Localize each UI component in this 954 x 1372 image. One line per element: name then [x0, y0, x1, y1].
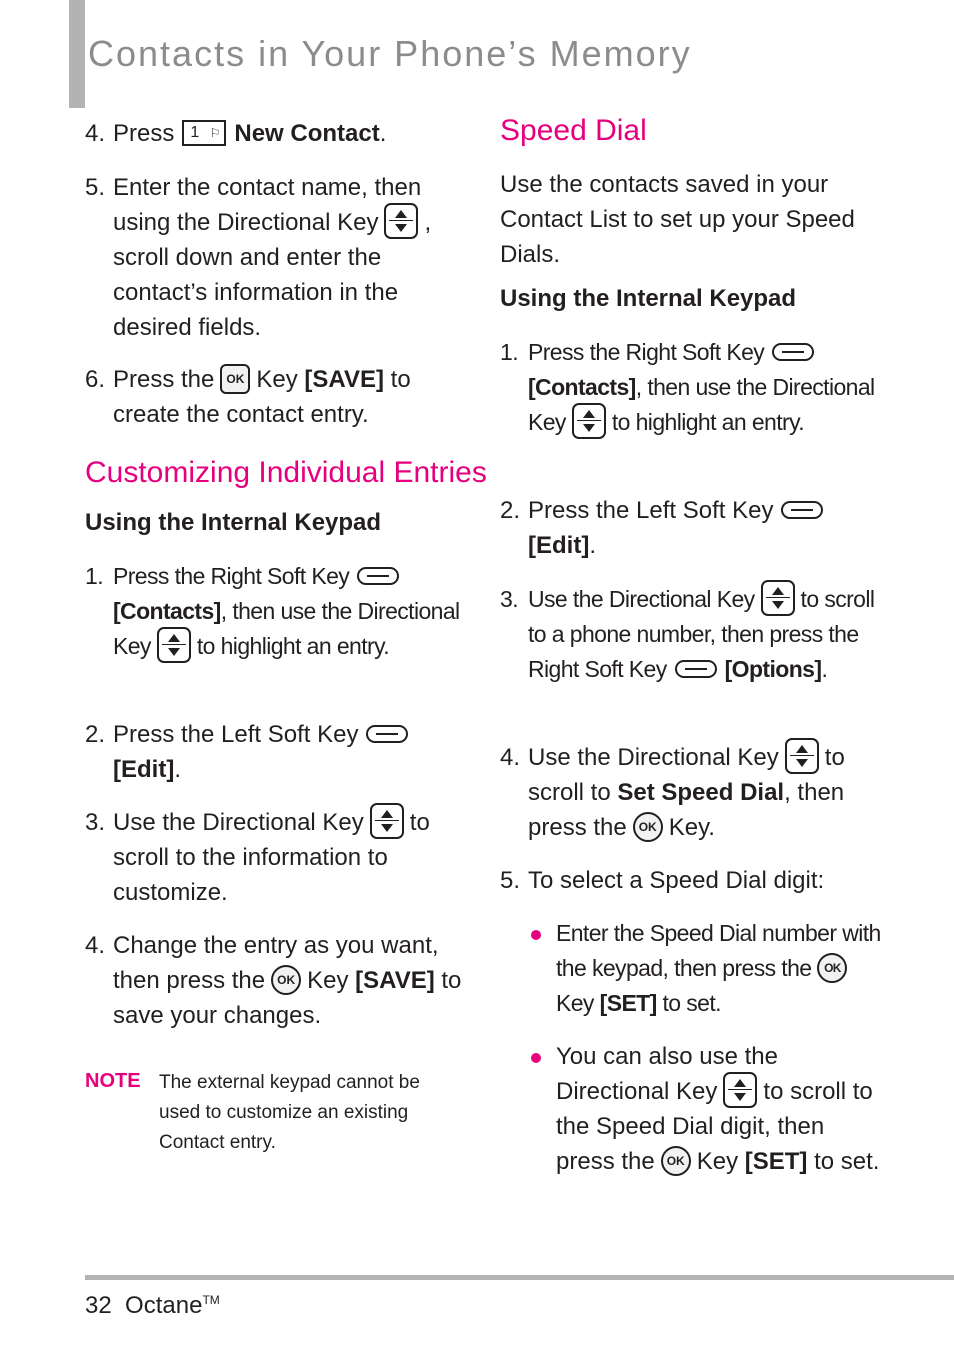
directional-key-icon	[370, 803, 404, 839]
soft-key-icon	[357, 567, 399, 585]
soft-key-icon	[366, 725, 408, 743]
speed-step-4: 4. Use the Directional Key to scroll to Set Speed Dial, then press the OK Key.	[500, 740, 880, 845]
subheading-internal-keypad: Using the Internal Keypad	[500, 285, 797, 312]
ok-key-icon: OK	[817, 953, 847, 983]
soft-key-icon	[675, 660, 717, 678]
directional-key-icon	[723, 1072, 757, 1108]
title-bar	[69, 0, 85, 108]
speed-dial-intro: Use the contacts saved in your Contact List to set up your Speed Dials.	[500, 171, 855, 268]
trademark: TM	[202, 1293, 220, 1307]
directional-key-icon	[785, 738, 819, 774]
speed-step-5: 5. To select a Speed Dial digit:	[500, 867, 825, 894]
step-6-save: 6. Press the OK Key [SAVE] to create the contact entry.	[85, 362, 465, 432]
speed-step-2: 2. Press the Left Soft Key [Edit].	[500, 493, 880, 563]
bullet-dot	[531, 930, 541, 940]
custom-step-4: 4. Change the entry as you want, then press the OK Key [SAVE] to save your changes.	[85, 932, 462, 1029]
section-heading-customizing: Customizing Individual Entries	[85, 456, 487, 489]
step-4-new-contact: 4. Press 1 ⚐ New Contact.	[85, 116, 465, 151]
speed-step-1: 1. Press the Right Soft Key[Contacts], then use the Directional Key to highlight an entry.	[500, 335, 880, 440]
custom-step-3: 3. Use the Directional Key to scroll to the information to customize.	[85, 805, 465, 910]
page-number: 32	[85, 1292, 112, 1319]
soft-key-icon	[781, 501, 823, 519]
subheading-internal-keypad: Using the Internal Keypad	[85, 509, 382, 536]
speed-step-3: 3. Use the Directional Key to scroll to a phone number, then press the Right Soft Key [Options].	[500, 582, 880, 687]
ok-key-icon: OK	[633, 812, 663, 842]
directional-key-icon	[157, 627, 191, 663]
soft-key-icon	[772, 343, 814, 361]
page-title: Contacts in Your Phone’s Memory	[88, 33, 692, 74]
note-text: The external keypad cannot be used to customize an existing Contact entry.	[159, 1072, 420, 1153]
ok-key-icon: OK	[271, 965, 301, 995]
ok-key-icon: OK	[661, 1146, 691, 1176]
bullet-dot	[531, 1053, 541, 1063]
one-key-icon: 1 ⚐	[182, 120, 226, 146]
ok-key-icon: OK	[220, 364, 250, 394]
brand-name: Octane	[125, 1292, 203, 1319]
directional-key-icon	[572, 403, 606, 439]
section-heading-speed-dial: Speed Dial	[500, 114, 647, 147]
note-label: NOTE	[85, 1070, 141, 1092]
directional-key-icon	[384, 203, 418, 239]
directional-key-icon	[761, 580, 795, 616]
speed-bullet-keypad: Enter the Speed Dial number with the keypad, then press the OKKey [SET] to set.	[528, 916, 888, 1021]
custom-step-1: 1. Press the Right Soft Key[Contacts], then use the Directional Key to highlight an entry.	[85, 559, 465, 664]
step-5-enter-name: 5. Enter the contact name, then using the Directional Key , scroll down and enter the contact’s information in the desired fields.	[85, 174, 432, 341]
footer-rule	[85, 1275, 954, 1280]
footer	[85, 1292, 220, 1320]
custom-step-2: 2. Press the Left Soft Key [Edit].	[85, 717, 465, 787]
speed-bullet-directional: You can also use the Directional Key to scroll to the Speed Dial digit, then press the OK Key [SET] to set.	[528, 1039, 888, 1179]
